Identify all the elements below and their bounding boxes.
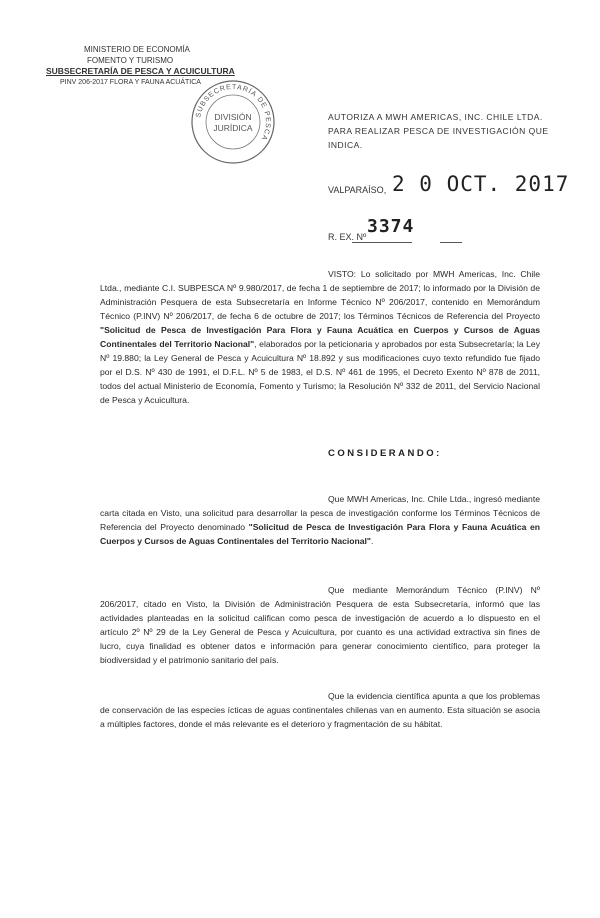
stamp-center-line2: JURÍDICA [213,123,253,133]
visto-paragraph [100,267,540,407]
considerando-text: Que MWH Americas, Inc. Chile Ltda., ingresó mediante carta citada en Visto, una solicitud para desarrollar la pesca de investigación conforme los Términos Técnicos de Referencia del Proyecto denominado [100,494,540,532]
file-code: PINV 206-2017 FLORA Y FAUNA ACUÁTICA [60,79,201,86]
resolution-underline-short [440,242,462,243]
reference-line: PARA REALIZAR PESCA DE INVESTIGACIÓN QUE [328,126,549,136]
date-stamp: 2 0 OCT. 2017 [392,172,570,196]
official-stamp [189,78,277,166]
considerando-project-title: "Solicitud de Pesca de Investigación Para Flora y Fauna Acuática en Cuerpos y Cursos de Aguas Continentales del Territorio Nacional" [100,522,541,546]
considerando-text-end: . [371,536,374,546]
considerando-title: CONSIDERANDO: [328,448,442,459]
visto-text-2: , elaborados por la peticionaria y aprobados por esta Subsecretaría; la Ley Nº 19.880; la Ley General de Pesca y Acuicultura Nº 18.892 y sus modificaciones cuyo texto refundido fue fijado por el D.S. Nº 430 de 1991, el D.F.L. Nº 5 de 1983, el D.S. Nº 461 de 1995, el Decreto Exento Nº 878 de 2011, todos del actual Ministerio de Economía, Fomento y Turismo; la Resolución Nº 332 de 2011, del Servicio Nacional de Pesca y Acuicultura. [100,339,540,405]
reference-line: INDICA. [328,140,363,150]
stamp-ring-text: SUBSECRETARÍA DE PESCA [195,83,272,142]
considerando-paragraph-2 [100,583,540,667]
visto-project-title: "Solicitud de Pesca de Investigación Para Flora y Fauna Acuática en Cuerpos y Cursos de Aguas Continentales del Territorio Nacional" [100,325,540,349]
reference-line: AUTORIZA A MWH AMERICAS, INC. CHILE LTDA. [328,112,543,122]
resolution-prefix: R. EX. Nº [328,232,367,242]
considerando-text: Que la evidencia científica apunta a que los problemas de conservación de las especies ícticas de aguas continentales chilenas van en aumento. Esta situación se asocia a múltiples factores, donde el más relevante es el deterioro y fragmentación de su hábitat. [100,691,540,729]
stamp-center-line1: DIVISIÓN [214,112,252,122]
visto-text-1: Lo solicitado por MWH Americas, Inc. Chile Ltda., mediante C.I. SUBPESCA Nº 9.980/2017, de fecha 1 de septiembre de 2017; lo informado por la División de Administración Pesquera de esta Subsecretaría en Informe Técnico Nº 206/2017, contenido en Memorándum Técnico (P.INV) Nº 206/2017, de fecha 6 de octubre de 2017; los Términos Técnicos de Referencia del Proyecto [100,269,540,321]
resolution-underline [352,242,412,243]
visto-label: VISTO: [328,269,357,279]
subject-reference [328,110,558,152]
ministry-name: MINISTERIO DE ECONOMÍA [84,45,190,54]
considerando-text: Que mediante Memorándum Técnico (P.INV) Nº 206/2017, citado en Visto, la División de Administración Pesquera de esta Subsecretaría, informó que las actividades planteadas en la solicitud califican como pesca de investigación de acuerdo a lo dispuesto en el artículo 2º Nº 29 de la Ley General de Pesca y Acuicultura, por cuanto es una actividad extractiva sin fines de lucro, cuya finalidad es obtener datos e información para generar conocimiento científico, para proteger la biodiversidad y el patrimonio sanitario del país. [100,585,540,665]
undersecretariat-name: SUBSECRETARÍA DE PESCA Y ACUICULTURA [46,66,235,76]
place-label: VALPARAÍSO, [328,185,387,195]
ministry-subtitle: FOMENTO Y TURISMO [87,56,174,65]
resolution-number: 3374 [367,216,415,237]
considerando-paragraph-1 [100,492,540,548]
considerando-paragraph-3 [100,689,540,731]
